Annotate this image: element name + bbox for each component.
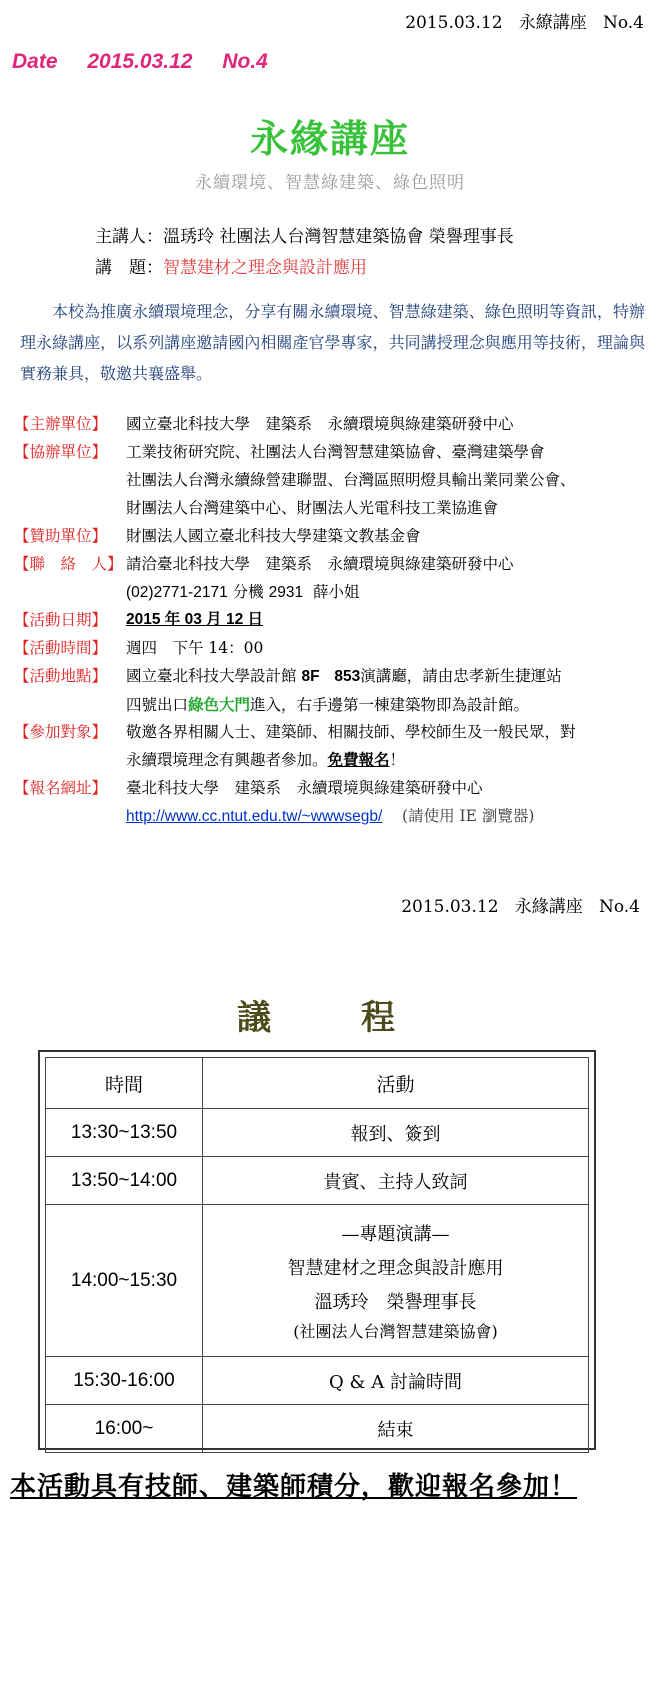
top-header-date: 2015.03.12 <box>405 13 503 33</box>
info-co-line2: 社團法人台灣永續綠營建聯盟、台灣區照明燈具輸出業同業公會、 <box>126 471 576 489</box>
keynote-heading: —專題演講— <box>341 1223 450 1245</box>
speaker-label: 主講人： <box>95 227 163 247</box>
registration-link[interactable]: http://www.cc.ntut.edu.tw/~wwwsegb/ <box>126 808 383 825</box>
topic-label: 講 題： <box>95 258 163 278</box>
agenda-col-time: 時間 <box>46 1058 203 1109</box>
agenda-time: 16:00~ <box>46 1405 203 1453</box>
agenda-header-row <box>46 1058 589 1109</box>
place-post: 演講廳，請由忠孝新生捷運站 <box>360 667 562 685</box>
place-line2-post: 進入，右手邊第一棟建築物即為設計館。 <box>250 696 530 714</box>
agenda-table <box>45 1057 589 1453</box>
info-host-label: 【主辦單位】 <box>14 415 108 433</box>
info-place-label: 【活動地點】 <box>14 667 108 685</box>
date-no: No.4 <box>222 50 268 73</box>
info-sponsor-value: 財團法人國立臺北科技大學建築文教基金會 <box>126 527 421 545</box>
agenda-activity-keynote <box>203 1205 589 1357</box>
top-header-series: 永繚講座 <box>518 13 587 33</box>
contact-ext-no: 2931 <box>268 584 304 601</box>
keynote-affiliation: (社團法人台灣智慧建築協會) <box>293 1321 498 1341</box>
agenda-time: 15:30-16:00 <box>46 1357 203 1405</box>
info-time-value: 週四 下午 14：00 <box>126 639 264 657</box>
info-time-label: 【活動時間】 <box>14 639 108 657</box>
agenda-col-activity: 活動 <box>203 1058 589 1109</box>
page2-header-series: 永緣講座 <box>514 897 583 917</box>
place-floor: 8F <box>301 668 320 685</box>
info-co-label: 【協辦單位】 <box>14 443 108 461</box>
info-sponsor-label: 【贊助單位】 <box>14 527 108 545</box>
place-room: 853 <box>334 668 361 685</box>
audience-line1: 敬邀各界相關人士、建築師、相關技師、學校師生及一般民眾，對 <box>126 723 576 741</box>
agenda-row <box>46 1157 589 1205</box>
lecture-title: 永緣講座 <box>249 116 410 161</box>
info-co <box>14 438 654 522</box>
contact-phone: (02)2771-2171 <box>126 584 228 601</box>
info-place <box>14 662 654 718</box>
agenda-row <box>46 1109 589 1157</box>
topic-line <box>95 253 367 278</box>
agenda-time: 13:30~13:50 <box>46 1109 203 1157</box>
info-co-line1: 工業技術研究院、社團法人台灣智慧建築協會、臺灣建築學會 <box>126 443 545 461</box>
intro-paragraph: 本校為推廣永續環境理念，分享有關永續環境、智慧綠建築、綠色照明等資訊，特辦理永綠講座，以系列講座邀請國內相關產官學專家，共同講授理念與應用等技術，理論與實務兼具，敬邀共襄盛舉。 <box>20 302 645 383</box>
contact-name: 薛小姐 <box>312 583 360 601</box>
reg-note: (請使用 IE 瀏覽器) <box>402 807 535 825</box>
info-date-label: 【活動日期】 <box>14 611 108 629</box>
topic-value: 智慧建材之理念與設計應用 <box>163 258 367 278</box>
speaker-value: 溫琇玲 社團法人台灣智慧建築協會 榮譽理事長 <box>163 227 514 247</box>
agenda-time: 14:00~15:30 <box>46 1205 203 1357</box>
contact-ext: 分機 <box>232 583 264 601</box>
agenda-activity: 報到、簽到 <box>203 1109 589 1157</box>
info-host-value: 國立臺北科技大學 建築系 永續環境與綠建築研發中心 <box>126 415 514 433</box>
agenda-row <box>46 1205 589 1357</box>
info-register <box>14 774 654 830</box>
audience-line2-post: ！ <box>389 751 406 769</box>
place-pre: 國立臺北科技大學設計館 <box>126 667 297 685</box>
audience-free: 免費報名 <box>327 750 390 769</box>
agenda-activity: 貴賓、主持人致詞 <box>203 1157 589 1205</box>
info-contact-label: 【聯 絡 人】 <box>14 555 123 573</box>
page2-header-no: No.4 <box>598 897 640 917</box>
info-contact <box>14 550 654 606</box>
page2-header-date: 2015.03.12 <box>401 897 499 917</box>
agenda-table-frame <box>38 1050 596 1450</box>
agenda-row <box>46 1405 589 1453</box>
page2-header <box>401 892 640 917</box>
agenda-row <box>46 1357 589 1405</box>
date-line <box>12 50 292 74</box>
keynote-speaker: 溫琇玲 榮譽理事長 <box>314 1291 477 1313</box>
info-co-line3: 財團法人台灣建築中心、財團法人光電科技工業協進會 <box>126 499 499 517</box>
info-contact-line1: 請洽臺北科技大學 建築系 永續環境與綠建築研發中心 <box>126 555 514 573</box>
place-gate: 綠色大門 <box>188 695 251 714</box>
keynote-topic: 智慧建材之理念與設計應用 <box>287 1257 504 1279</box>
agenda-time: 13:50~14:00 <box>46 1157 203 1205</box>
info-audience <box>14 718 654 774</box>
speaker-line <box>95 222 514 247</box>
date-label: Date <box>12 50 58 73</box>
lecture-subtitle: 永續環境、智慧綠建築、綠色照明 <box>195 173 465 193</box>
agenda-title: 議 程 <box>237 998 423 1038</box>
info-reg-label: 【報名網址】 <box>14 779 108 797</box>
credit-note: 本活動具有技師、建築師積分，歡迎報名參加！ <box>10 1472 578 1502</box>
top-header-no: No.4 <box>602 13 644 33</box>
agenda-activity: 結束 <box>203 1405 589 1453</box>
top-header <box>405 8 644 33</box>
reg-line1: 臺北科技大學 建築系 永續環境與綠建築研發中心 <box>126 779 483 797</box>
audience-line2-pre: 永續環境理念有興趣者參加。 <box>126 751 328 769</box>
info-date-value: 2015 年 03 月 12 日 <box>126 611 263 628</box>
place-line2-pre: 四號出口 <box>126 696 189 714</box>
info-audience-label: 【參加對象】 <box>14 723 108 741</box>
date-value: 2015.03.12 <box>87 50 193 73</box>
agenda-activity: Q & A 討論時間 <box>203 1357 589 1405</box>
